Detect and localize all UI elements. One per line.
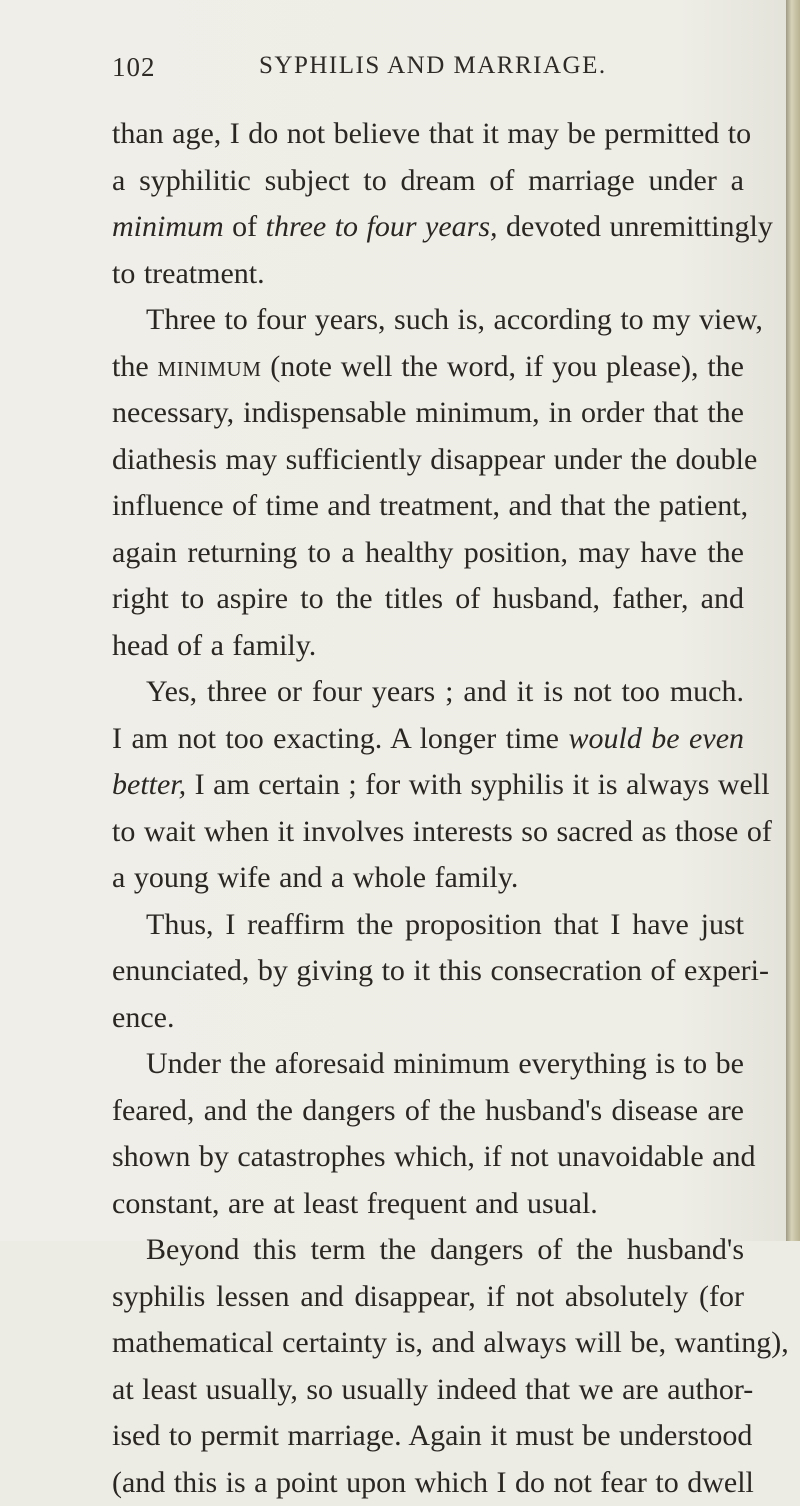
text-line: better, I am certain ; for with syphilis it is always well <box>112 762 744 809</box>
text-line: enunciated, by giving to it this consecration of experi- <box>112 948 744 995</box>
text-line: feared, and the dangers of the husband's disease are <box>112 1088 744 1135</box>
page-number: 102 <box>112 52 156 83</box>
text-line: a young wife and a whole family. <box>112 855 744 902</box>
text-line: to treatment. <box>112 251 744 298</box>
smallcaps-text: minimum <box>158 350 262 383</box>
body-text <box>112 111 744 1506</box>
text-line: shown by catastrophes which, if not unavoidable and <box>112 1134 744 1181</box>
text-line: Beyond this term the dangers of the husband's <box>112 1227 744 1274</box>
text-line: (and this is a point upon which I do not fear to dwell <box>112 1460 744 1506</box>
text-line: the minimum (note well the word, if you please), the <box>112 344 744 391</box>
text-line: constant, are at least frequent and usual. <box>112 1181 744 1228</box>
text-line: to wait when it involves interests so sacred as those of <box>112 809 744 856</box>
text-line: Thus, I reaffirm the proposition that I have just <box>112 902 744 949</box>
text-line: than age, I do not believe that it may be permitted to <box>112 111 744 158</box>
text-line: minimum of three to four years, devoted unremittingly <box>112 204 744 251</box>
text-line: syphilis lessen and disappear, if not absolutely (for <box>112 1274 744 1321</box>
text-line: ence. <box>112 995 744 1042</box>
running-head <box>112 52 742 92</box>
text-line: right to aspire to the titles of husband, father, and <box>112 576 744 623</box>
text-line: a syphilitic subject to dream of marriage under a <box>112 158 744 205</box>
text-line: Yes, three or four years ; and it is not too much. <box>112 669 744 716</box>
text-line: diathesis may sufficiently disappear under the double <box>112 437 744 484</box>
text-line: head of a family. <box>112 623 744 670</box>
text-line: necessary, indispensable minimum, in order that the <box>112 390 744 437</box>
text-line: influence of time and treatment, and that the patient, <box>112 483 744 530</box>
italic-text: minimum <box>112 210 224 243</box>
text-line: I am not too exacting. A longer time would be even <box>112 716 744 763</box>
text-line: Three to four years, such is, according to my view, <box>112 297 744 344</box>
italic-text: better, <box>112 768 186 801</box>
text-line: ised to permit marriage. Again it must be understood <box>112 1413 744 1460</box>
text-line: Under the aforesaid minimum everything is to be <box>112 1041 744 1088</box>
text-line: mathematical certainty is, and always will be, wanting), <box>112 1320 744 1367</box>
italic-text: three to four years, <box>266 210 498 243</box>
book-spine-edge <box>786 0 800 1241</box>
text-line: again returning to a healthy position, may have the <box>112 530 744 577</box>
italic-text: would be even <box>568 722 744 755</box>
running-head-title: SYPHILIS AND MARRIAGE. <box>259 52 607 80</box>
text-line: at least usually, so usually indeed that we are author- <box>112 1367 744 1414</box>
